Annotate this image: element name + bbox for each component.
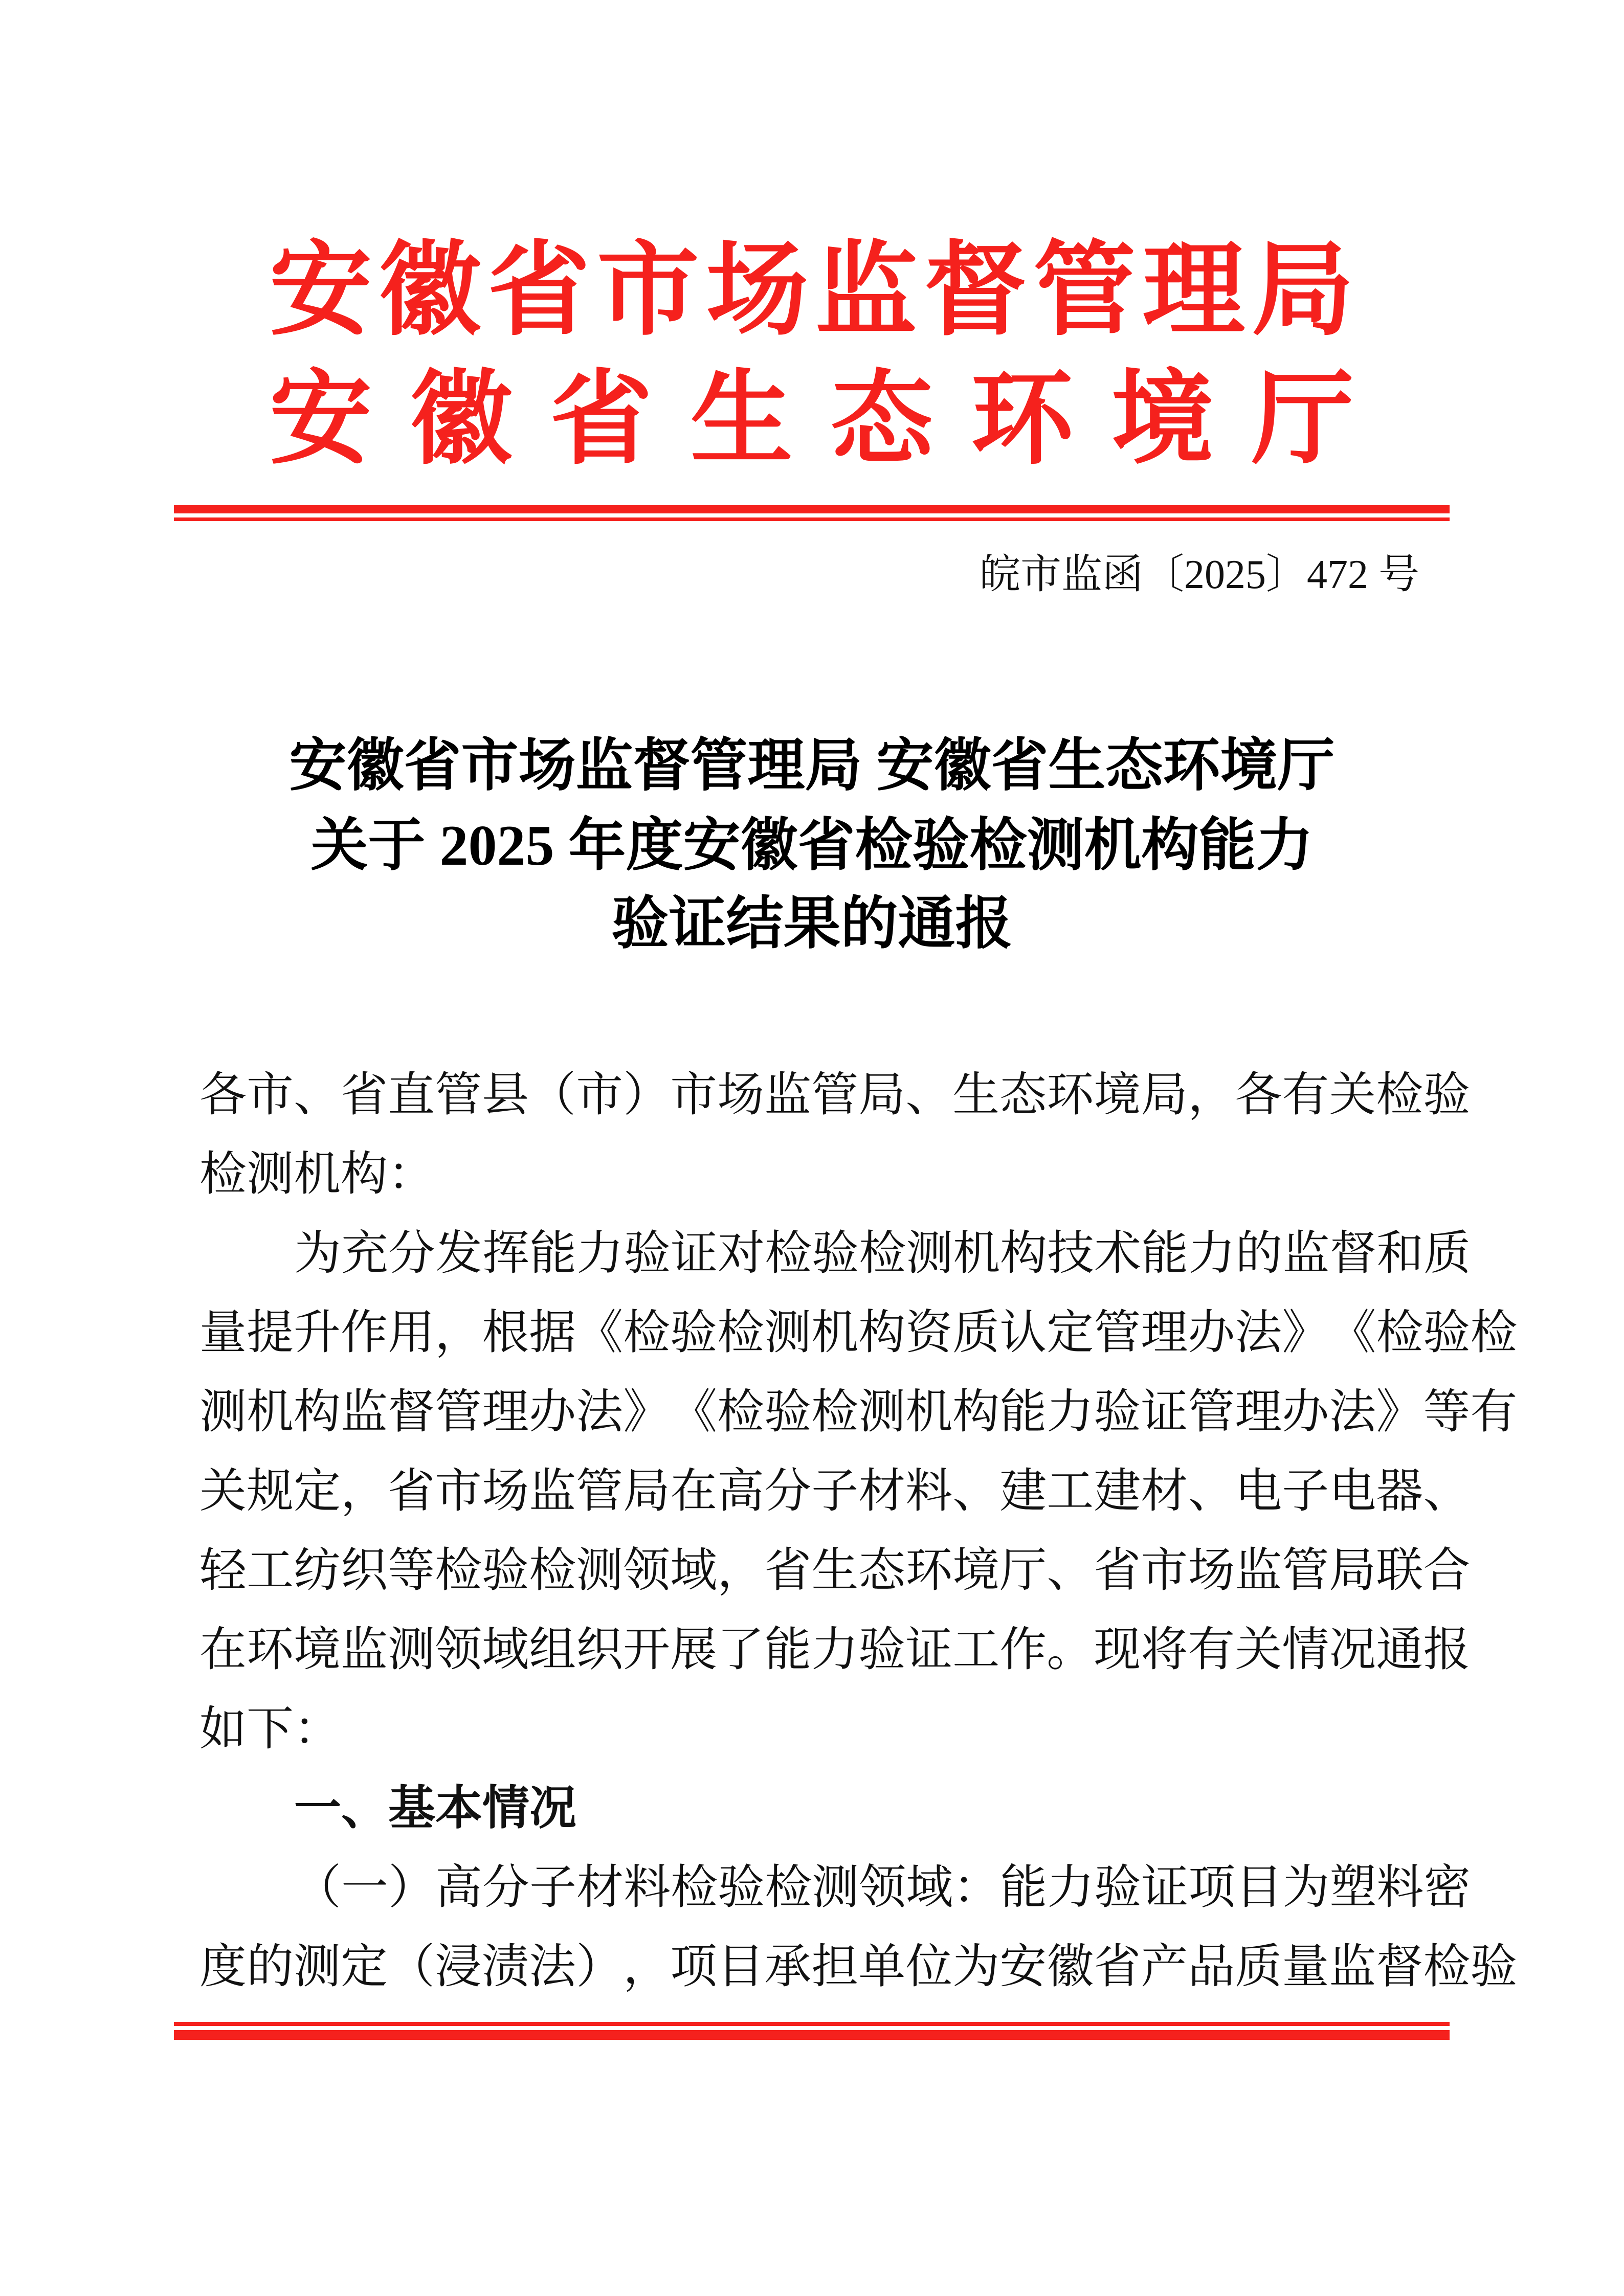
char-glyph: 定	[341, 1941, 388, 1993]
char-glyph: 充	[341, 1227, 389, 1279]
top-separator-thick-line	[174, 505, 1450, 513]
char-glyph: 环	[971, 364, 1074, 477]
char-glyph: 目	[1235, 1861, 1283, 1914]
section-heading: 一、基本情况	[294, 1782, 577, 1834]
char-glyph: 分	[482, 1861, 530, 1914]
char-glyph: 提	[247, 1307, 294, 1359]
char-glyph: 理	[482, 1386, 529, 1438]
char-glyph: 测	[764, 1307, 812, 1359]
char-glyph: 办	[1188, 1307, 1235, 1359]
char-glyph: 验	[812, 1227, 859, 1279]
char-glyph: 理	[1142, 235, 1245, 348]
char-glyph: 管	[1033, 235, 1136, 348]
char-glyph: 密	[1423, 1861, 1471, 1914]
letterhead-org-line-2	[270, 364, 1354, 477]
char-glyph: 能	[1141, 1227, 1189, 1279]
char-glyph: 《	[670, 1386, 718, 1438]
body-line: 如下：	[199, 1703, 341, 1755]
char-glyph: 省	[764, 1544, 812, 1596]
char-glyph: 境	[1094, 1069, 1141, 1121]
char-glyph: 省	[1094, 1544, 1141, 1596]
bottom-separator-thick-line	[174, 2030, 1450, 2040]
char-glyph: 高	[717, 1465, 765, 1517]
char-glyph: 市	[1141, 1544, 1188, 1596]
char-glyph: 织	[576, 1624, 624, 1676]
char-glyph: 度	[199, 1941, 247, 1993]
char-glyph: 织	[341, 1544, 388, 1596]
char-glyph: 机	[247, 1386, 294, 1438]
char-glyph: 开	[623, 1624, 671, 1676]
char-glyph: 态	[858, 1544, 906, 1596]
char-glyph: 能	[1000, 1861, 1048, 1914]
char-glyph: 关	[1329, 1069, 1376, 1121]
char-glyph: 管	[576, 1465, 624, 1517]
char-glyph: 、	[1188, 1465, 1235, 1517]
char-glyph: 和	[1376, 1227, 1424, 1279]
char-glyph: 建	[1094, 1465, 1141, 1517]
char-glyph: 省	[388, 1465, 435, 1517]
char-glyph: 位	[905, 1941, 953, 1993]
char-glyph: （	[388, 1941, 435, 1993]
char-glyph: 构	[1000, 1227, 1048, 1279]
char-glyph: 电	[1235, 1465, 1282, 1517]
char-glyph: 理	[1141, 1307, 1188, 1359]
char-glyph: 力	[1047, 1386, 1094, 1438]
char-glyph: 检	[859, 1227, 906, 1279]
char-glyph: 局	[623, 1465, 671, 1517]
char-glyph: 法	[1329, 1386, 1376, 1438]
char-glyph: 将	[1141, 1624, 1188, 1676]
char-glyph: 徽	[1047, 1941, 1094, 1993]
char-glyph: 的	[247, 1941, 294, 1993]
char-glyph: 》	[623, 1386, 671, 1438]
title-line-1: 安徽省市场监督管理局 安徽省生态环境厅	[289, 734, 1335, 798]
body-line	[199, 1452, 1471, 1531]
char-glyph: 测	[576, 1544, 624, 1596]
char-glyph: 情	[1282, 1624, 1329, 1676]
char-glyph: 检	[671, 1861, 718, 1914]
char-glyph: 管	[435, 1386, 482, 1438]
char-glyph: 了	[717, 1624, 765, 1676]
char-glyph: 挥	[482, 1227, 530, 1279]
char-glyph: 有	[1188, 1624, 1235, 1676]
char-glyph: 县	[482, 1069, 529, 1121]
char-glyph: 量	[199, 1307, 247, 1359]
char-glyph: 监	[529, 1465, 576, 1517]
char-glyph: ）	[576, 1941, 624, 1993]
char-glyph: 术	[1094, 1227, 1142, 1279]
char-glyph: 为	[294, 1227, 342, 1279]
char-glyph: 子	[811, 1465, 859, 1517]
char-glyph: 验	[1094, 1861, 1142, 1914]
char-glyph: 《	[1329, 1307, 1376, 1359]
char-glyph: 质	[952, 1307, 1000, 1359]
char-glyph: 市	[596, 235, 699, 348]
char-glyph: 各	[199, 1069, 247, 1121]
char-glyph: 督	[388, 1386, 435, 1438]
char-glyph: 证	[1141, 1386, 1188, 1438]
char-glyph: 督	[924, 235, 1027, 348]
char-glyph: 项	[1188, 1861, 1236, 1914]
char-glyph: 检	[435, 1544, 482, 1596]
char-glyph: 材	[576, 1861, 624, 1914]
char-glyph: 安	[270, 235, 372, 348]
char-glyph: 测	[906, 1227, 953, 1279]
char-glyph: 分	[388, 1227, 436, 1279]
char-glyph: 子	[529, 1861, 577, 1914]
char-glyph: 局	[858, 1069, 906, 1121]
char-glyph: 升	[294, 1307, 341, 1359]
char-glyph: 生	[952, 1069, 1000, 1121]
char-glyph: 检	[1376, 1069, 1423, 1121]
char-glyph: 能	[764, 1624, 812, 1676]
char-glyph: 监	[815, 235, 918, 348]
char-glyph: 领	[859, 1861, 906, 1914]
char-glyph: 徽	[410, 364, 513, 477]
char-glyph: 检	[765, 1227, 812, 1279]
char-glyph: 担	[811, 1941, 859, 1993]
char-glyph: 项	[670, 1941, 718, 1993]
char-glyph: 态	[999, 1069, 1047, 1121]
char-glyph: ）	[623, 1069, 671, 1121]
char-glyph: 场	[1188, 1544, 1235, 1596]
char-glyph: 测	[388, 1624, 435, 1676]
char-glyph: 市	[576, 1069, 624, 1121]
char-glyph: 各	[1235, 1069, 1282, 1121]
char-glyph: 域	[482, 1624, 529, 1676]
body-line	[199, 1927, 1518, 2007]
char-glyph: 态	[831, 364, 933, 477]
letterhead-org-line-1	[270, 235, 1354, 348]
body-line	[199, 1610, 1471, 1690]
title-line-2: 关于 2025 年度安徽省检验检测机构能力	[310, 814, 1314, 877]
char-glyph: 环	[247, 1624, 294, 1676]
char-glyph: 证	[1141, 1861, 1189, 1914]
char-glyph: 检	[529, 1544, 576, 1596]
char-glyph: 构	[858, 1307, 906, 1359]
char-glyph: 法	[576, 1386, 624, 1438]
body-line	[199, 1531, 1471, 1610]
char-glyph: 作	[999, 1624, 1047, 1676]
document-number: 皖市监函〔2025〕472 号	[980, 552, 1419, 597]
char-glyph: 验	[482, 1544, 529, 1596]
char-glyph: 关	[1235, 1624, 1282, 1676]
char-glyph: 联	[1376, 1544, 1423, 1596]
title-line-3: 验证结果的通报	[611, 892, 1013, 956]
char-glyph: 法	[529, 1941, 576, 1993]
char-glyph: 品	[1188, 1941, 1235, 1993]
char-glyph: 市	[247, 1069, 294, 1121]
char-glyph: 力	[1047, 1861, 1095, 1914]
char-glyph: 资	[905, 1307, 953, 1359]
char-glyph: 市	[670, 1069, 718, 1121]
char-glyph: 料	[905, 1465, 953, 1517]
char-glyph: 、	[1047, 1544, 1094, 1596]
char-glyph: 检	[811, 1386, 859, 1438]
char-glyph: 工	[1047, 1465, 1094, 1517]
char-glyph: 场	[482, 1465, 529, 1517]
char-glyph: 、	[905, 1069, 953, 1121]
char-glyph: 关	[199, 1465, 247, 1517]
char-glyph: 能	[529, 1227, 577, 1279]
char-glyph: 生	[690, 364, 793, 477]
char-glyph: 领	[623, 1544, 671, 1596]
char-glyph: 管	[1282, 1544, 1329, 1596]
char-glyph: 材	[858, 1465, 906, 1517]
char-glyph: 监	[1329, 1941, 1376, 1993]
char-glyph: 在	[199, 1624, 247, 1676]
char-glyph: 合	[1423, 1544, 1471, 1596]
char-glyph: 领	[435, 1624, 482, 1676]
char-glyph: 验	[1094, 1386, 1141, 1438]
char-glyph: 域	[670, 1544, 718, 1596]
char-glyph: 》	[1282, 1307, 1329, 1359]
char-glyph: 验	[858, 1624, 906, 1676]
char-glyph: ）	[388, 1861, 436, 1914]
char-glyph: 证	[671, 1227, 718, 1279]
char-glyph: 电	[1329, 1465, 1376, 1517]
char-glyph: （	[294, 1861, 342, 1914]
char-glyph: 渍	[482, 1941, 529, 1993]
char-glyph: 、	[294, 1069, 341, 1121]
char-glyph: 等	[1423, 1386, 1471, 1438]
char-glyph: 子	[1282, 1465, 1329, 1517]
char-glyph: 有	[1470, 1386, 1518, 1438]
char-glyph: 构	[952, 1386, 1000, 1438]
char-glyph: 督	[1376, 1941, 1423, 1993]
char-glyph: 检	[717, 1307, 765, 1359]
char-glyph: 产	[1141, 1941, 1188, 1993]
char-glyph: 境	[1111, 364, 1214, 477]
char-glyph: 机	[905, 1386, 953, 1438]
char-glyph: 直	[388, 1069, 435, 1121]
char-glyph: 目	[717, 1941, 765, 1993]
char-glyph: 》	[1376, 1386, 1423, 1438]
char-glyph: 理	[1235, 1386, 1282, 1438]
char-glyph: 通	[1376, 1624, 1423, 1676]
char-glyph: 的	[1235, 1227, 1283, 1279]
char-glyph: 有	[1282, 1069, 1329, 1121]
char-glyph: 发	[435, 1227, 483, 1279]
char-glyph: 、	[952, 1465, 1000, 1517]
char-glyph: 工	[952, 1624, 1000, 1676]
char-glyph: 建	[999, 1465, 1047, 1517]
char-glyph: 检	[717, 1386, 765, 1438]
char-glyph: 检	[623, 1307, 671, 1359]
char-glyph: 管	[435, 1069, 482, 1121]
char-glyph: 省	[487, 235, 590, 348]
char-glyph: 现	[1094, 1624, 1141, 1676]
char-glyph: 作	[341, 1307, 388, 1359]
char-glyph: 办	[1282, 1386, 1329, 1438]
body-line	[199, 1848, 1471, 1927]
body-line: 检测机构：	[199, 1148, 435, 1200]
char-glyph: 验	[1423, 1307, 1471, 1359]
char-glyph: 检	[1376, 1307, 1423, 1359]
top-separator-thin-line	[174, 517, 1450, 521]
char-glyph: 测	[199, 1386, 247, 1438]
char-glyph: 为	[1282, 1861, 1330, 1914]
char-glyph: 证	[905, 1624, 953, 1676]
char-glyph: 督	[1329, 1227, 1377, 1279]
char-glyph: 监	[341, 1386, 388, 1438]
char-glyph: 检	[1470, 1307, 1518, 1359]
char-glyph: 浸	[435, 1941, 482, 1993]
char-glyph: 组	[529, 1624, 576, 1676]
char-glyph: 定	[1047, 1307, 1094, 1359]
char-glyph: 监	[764, 1069, 812, 1121]
char-glyph: 管	[811, 1069, 859, 1121]
char-glyph: 法	[1235, 1307, 1282, 1359]
char-glyph: ，	[341, 1465, 388, 1517]
char-glyph: 厅	[999, 1544, 1047, 1596]
char-glyph: 量	[1282, 1941, 1329, 1993]
char-glyph: 验	[1470, 1941, 1518, 1993]
char-glyph: 材	[1141, 1465, 1188, 1517]
char-glyph: ，	[623, 1941, 671, 1993]
char-glyph: 境	[952, 1544, 1000, 1596]
char-glyph: 规	[247, 1465, 294, 1517]
char-glyph: 生	[811, 1544, 859, 1596]
char-glyph: 质	[1235, 1941, 1282, 1993]
char-glyph: 监	[341, 1624, 388, 1676]
char-glyph: 一	[341, 1861, 389, 1914]
char-glyph: 验	[764, 1386, 812, 1438]
char-glyph: 局	[1141, 1069, 1188, 1121]
body-line	[199, 1055, 1471, 1135]
char-glyph: 报	[1423, 1624, 1471, 1676]
char-glyph: ，	[435, 1307, 482, 1359]
char-glyph: 根	[482, 1307, 529, 1359]
char-glyph: 质	[1423, 1227, 1471, 1279]
char-glyph: 构	[294, 1386, 341, 1438]
char-glyph: 省	[341, 1069, 388, 1121]
char-glyph: 测	[858, 1386, 906, 1438]
char-glyph: 单	[858, 1941, 906, 1993]
char-glyph: 器	[1376, 1465, 1423, 1517]
body-line	[199, 1372, 1518, 1452]
char-glyph: 塑	[1329, 1861, 1377, 1914]
char-glyph: ：	[953, 1861, 1000, 1914]
char-glyph: ，	[717, 1544, 765, 1596]
char-glyph: 省	[1094, 1941, 1141, 1993]
char-glyph: 市	[435, 1465, 482, 1517]
char-glyph: 纺	[294, 1544, 341, 1596]
char-glyph: 高	[435, 1861, 483, 1914]
char-glyph: 验	[718, 1861, 765, 1914]
char-glyph: 等	[388, 1544, 435, 1596]
char-glyph: 局	[1251, 235, 1354, 348]
char-glyph: 工	[247, 1544, 294, 1596]
body-line	[199, 1293, 1518, 1372]
char-glyph: 力	[811, 1624, 859, 1676]
char-glyph: 办	[529, 1386, 576, 1438]
char-glyph: 展	[670, 1624, 718, 1676]
char-glyph: 测	[812, 1861, 859, 1914]
char-glyph: 管	[1094, 1307, 1141, 1359]
char-glyph: 场	[706, 235, 809, 348]
char-glyph: 对	[718, 1227, 765, 1279]
char-glyph: 能	[999, 1386, 1047, 1438]
char-glyph: 况	[1329, 1624, 1376, 1676]
char-glyph: 机	[811, 1307, 859, 1359]
char-glyph: 监	[1235, 1544, 1282, 1596]
char-glyph: 域	[906, 1861, 953, 1914]
char-glyph: 机	[953, 1227, 1000, 1279]
char-glyph: 检	[765, 1861, 812, 1914]
char-glyph: 承	[764, 1941, 812, 1993]
char-glyph: 安	[999, 1941, 1047, 1993]
char-glyph: 据	[529, 1307, 576, 1359]
bottom-separator-thin-line	[174, 2022, 1450, 2026]
char-glyph: 安	[270, 364, 372, 477]
char-glyph: 环	[905, 1544, 953, 1596]
char-glyph: 为	[952, 1941, 1000, 1993]
char-glyph: 。	[1047, 1624, 1094, 1676]
char-glyph: 验	[1423, 1069, 1471, 1121]
char-glyph: 用	[388, 1307, 435, 1359]
char-glyph: 力	[576, 1227, 624, 1279]
char-glyph: 定	[294, 1465, 341, 1517]
char-glyph: 验	[624, 1227, 671, 1279]
char-glyph: 认	[999, 1307, 1047, 1359]
char-glyph: 在	[670, 1465, 718, 1517]
char-glyph: 验	[670, 1307, 718, 1359]
char-glyph: 场	[717, 1069, 765, 1121]
char-glyph: 局	[1329, 1544, 1376, 1596]
char-glyph: 管	[1188, 1386, 1235, 1438]
char-glyph: 料	[1376, 1861, 1424, 1914]
char-glyph: 力	[1188, 1227, 1236, 1279]
char-glyph: ，	[1188, 1069, 1235, 1121]
char-glyph: 监	[1282, 1227, 1330, 1279]
char-glyph: （	[529, 1069, 576, 1121]
char-glyph: 技	[1047, 1227, 1095, 1279]
char-glyph: 境	[294, 1624, 341, 1676]
char-glyph: 测	[294, 1941, 341, 1993]
char-glyph: 徽	[379, 235, 481, 348]
char-glyph: 料	[624, 1861, 671, 1914]
char-glyph: 厅	[1251, 364, 1354, 477]
char-glyph: 、	[1423, 1465, 1471, 1517]
body-line	[199, 1214, 1471, 1293]
char-glyph: 轻	[199, 1544, 247, 1596]
char-glyph: 环	[1047, 1069, 1094, 1121]
char-glyph: 分	[764, 1465, 812, 1517]
char-glyph: 《	[576, 1307, 624, 1359]
char-glyph: 检	[1423, 1941, 1471, 1993]
char-glyph: 省	[550, 364, 653, 477]
